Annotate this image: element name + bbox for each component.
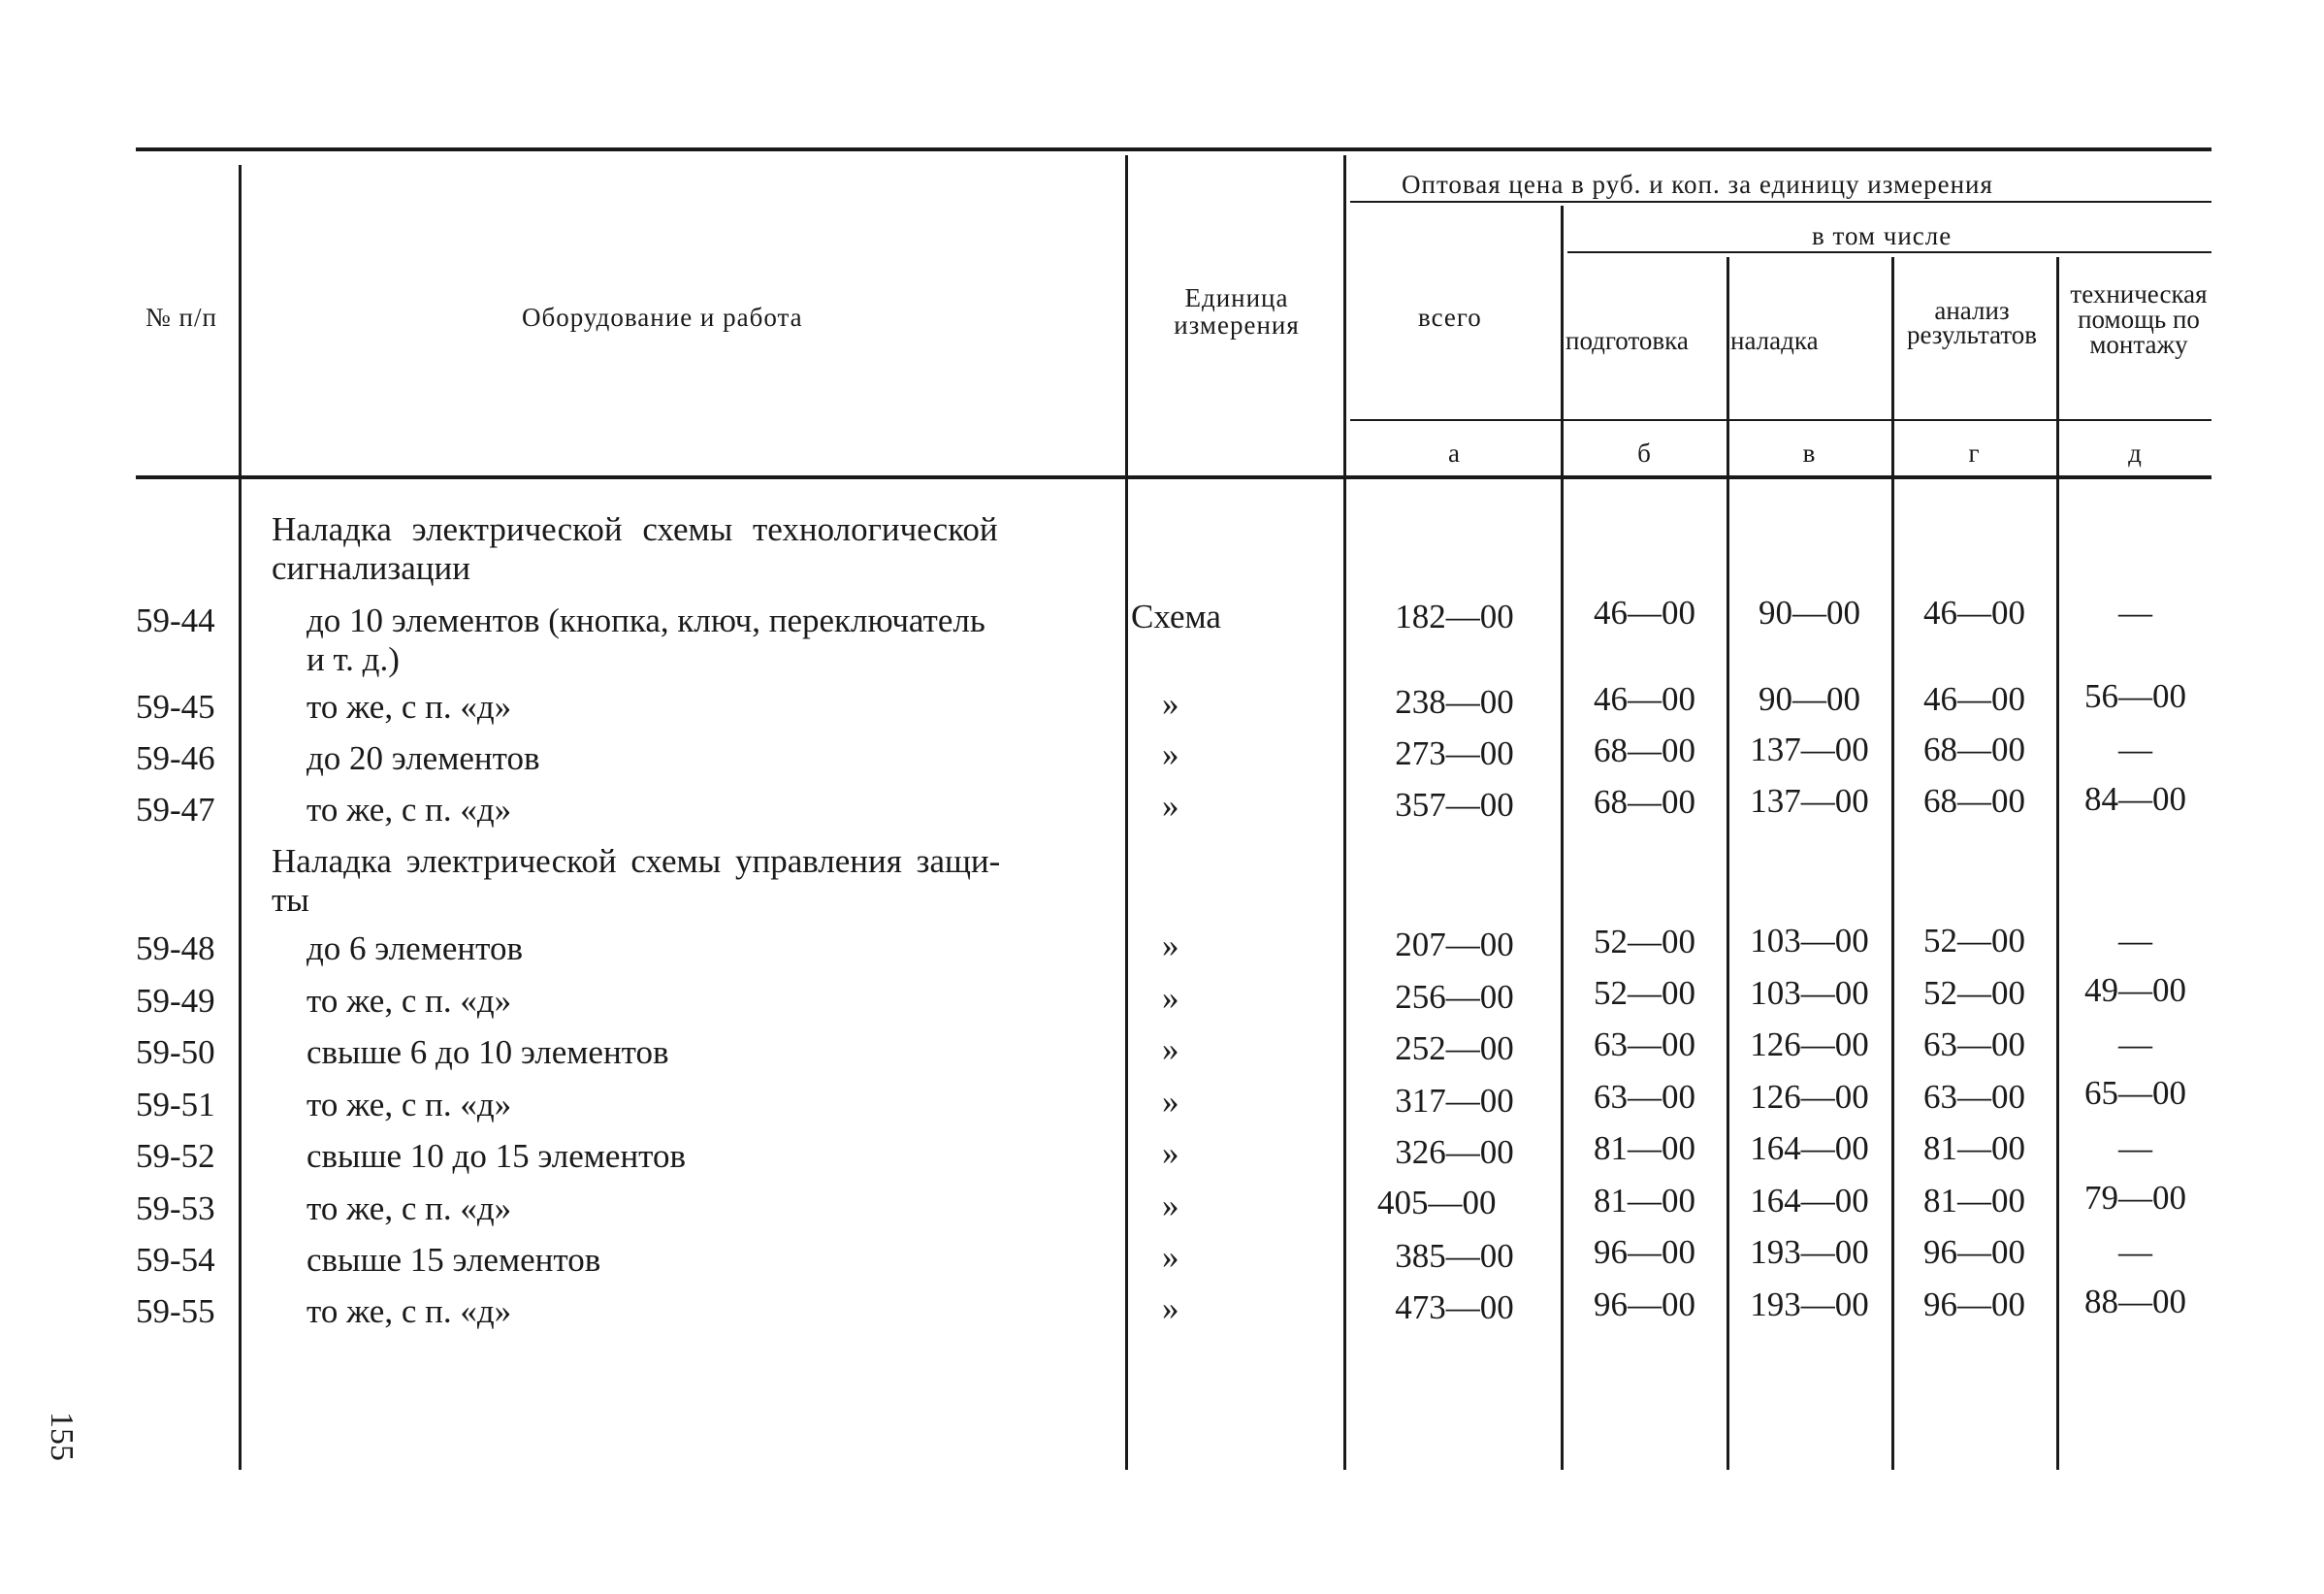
row-unit: » — [1162, 927, 1179, 964]
row-num: 59-53 — [136, 1189, 215, 1227]
row-prep: 96—00 — [1594, 1285, 1695, 1323]
row-tech: 79—00 — [2084, 1179, 2186, 1217]
col-divider-total — [1561, 206, 1564, 1470]
col-divider-num — [239, 165, 242, 1470]
row-analysis: 46—00 — [1923, 594, 2025, 632]
row-setup: 164—00 — [1750, 1182, 1869, 1220]
row-total: 256—00 — [1395, 978, 1514, 1016]
row-analysis: 68—00 — [1923, 782, 2025, 820]
row-total: 357—00 — [1395, 786, 1514, 824]
row-tech: — — [2118, 922, 2152, 960]
row-total: 385—00 — [1395, 1237, 1514, 1275]
row-total: 182—00 — [1395, 598, 1514, 635]
row-unit: » — [1162, 979, 1179, 1017]
row-analysis: 63—00 — [1923, 1025, 2025, 1063]
row-analysis: 96—00 — [1923, 1285, 2025, 1323]
col-divider-equipment — [1125, 155, 1128, 1470]
row-name: свыше 10 до 15 элементов — [307, 1137, 687, 1175]
row-unit: » — [1162, 685, 1179, 723]
header-num: № п/п — [145, 303, 217, 332]
page-number: 155 — [44, 1412, 80, 1461]
row-tech: 65—00 — [2084, 1074, 2186, 1112]
row-num: 59-48 — [136, 929, 215, 967]
row-analysis: 96—00 — [1923, 1233, 2025, 1271]
header-bottom-rule — [136, 475, 2211, 479]
row-num: 59-55 — [136, 1292, 215, 1330]
row-total: 252—00 — [1395, 1029, 1514, 1067]
row-total: 317—00 — [1395, 1082, 1514, 1120]
row-num: 59-44 — [136, 602, 215, 639]
row-total: 207—00 — [1395, 926, 1514, 963]
section-title: Наладка электрической схемы управления защи- — [272, 842, 1001, 880]
row-num: 59-46 — [136, 739, 215, 777]
row-tech: — — [2118, 1233, 2152, 1271]
row-total: 326—00 — [1395, 1133, 1514, 1171]
table-top-rule — [136, 147, 2211, 151]
row-total: 473—00 — [1395, 1288, 1514, 1326]
row-prep: 46—00 — [1594, 680, 1695, 718]
row-name: то же, с п. «д» — [307, 982, 512, 1020]
row-name: до 10 элементов (кнопка, ключ, переключатель — [307, 602, 985, 639]
row-setup: 103—00 — [1750, 974, 1869, 1012]
row-prep: 81—00 — [1594, 1129, 1695, 1167]
row-unit: » — [1162, 1083, 1179, 1121]
row-prep: 52—00 — [1594, 974, 1695, 1012]
row-setup: 90—00 — [1759, 680, 1860, 718]
row-unit: » — [1162, 735, 1179, 773]
row-unit: » — [1162, 1238, 1179, 1276]
col-divider-unit — [1343, 155, 1346, 1470]
letter-v: в — [1802, 439, 1817, 468]
row-prep: 81—00 — [1594, 1182, 1695, 1220]
row-tech: 88—00 — [2084, 1283, 2186, 1320]
row-name: до 20 элементов — [307, 739, 540, 777]
row-setup: 137—00 — [1750, 782, 1869, 820]
row-analysis: 52—00 — [1923, 974, 2025, 1012]
row-name: то же, с п. «д» — [307, 791, 512, 829]
header-prep: подготовка — [1565, 326, 1689, 355]
row-setup: 126—00 — [1750, 1025, 1869, 1063]
row-tech: 84—00 — [2084, 780, 2186, 818]
letter-row-rule — [1350, 419, 2211, 421]
row-setup: 90—00 — [1759, 594, 1860, 632]
row-unit: » — [1162, 1289, 1179, 1327]
row-setup: 164—00 — [1750, 1129, 1869, 1167]
row-analysis: 68—00 — [1923, 731, 2025, 768]
row-num: 59-51 — [136, 1086, 215, 1123]
row-name: то же, с п. «д» — [307, 1086, 512, 1123]
row-setup: 126—00 — [1750, 1078, 1869, 1116]
row-prep: 68—00 — [1594, 732, 1695, 769]
incl-group-rule — [1567, 251, 2211, 253]
row-prep: 68—00 — [1594, 783, 1695, 821]
row-prep: 63—00 — [1594, 1025, 1695, 1063]
row-num: 59-54 — [136, 1241, 215, 1279]
row-total: 405—00 — [1377, 1184, 1497, 1221]
section-title: Наладка электрической схемы технологической — [272, 510, 998, 548]
row-analysis: 52—00 — [1923, 922, 2025, 960]
row-unit: » — [1162, 787, 1179, 825]
row-unit: » — [1162, 1187, 1179, 1224]
row-unit: » — [1162, 1134, 1179, 1172]
row-name: до 6 элементов — [307, 929, 523, 967]
header-unit: Единица измерения — [1174, 283, 1300, 340]
row-setup: 193—00 — [1750, 1233, 1869, 1271]
row-num: 59-50 — [136, 1033, 215, 1071]
row-prep: 96—00 — [1594, 1233, 1695, 1271]
row-tech: — — [2118, 1025, 2152, 1063]
row-tech: 56—00 — [2084, 677, 2186, 715]
letter-g: г — [1968, 439, 1981, 468]
row-name: то же, с п. «д» — [307, 1189, 512, 1227]
row-setup: 193—00 — [1750, 1285, 1869, 1323]
header-price-group: Оптовая цена в руб. и коп. за единицу измерения — [1402, 170, 1993, 199]
header-setup: наладка — [1730, 326, 1819, 355]
header-equipment: Оборудование и работа — [522, 303, 803, 332]
letter-b: б — [1637, 439, 1652, 468]
row-name: свыше 6 до 10 элементов — [307, 1033, 669, 1071]
letter-d: д — [2128, 439, 2143, 468]
row-prep: 52—00 — [1594, 923, 1695, 960]
row-total: 273—00 — [1395, 734, 1514, 772]
row-unit: Схема — [1131, 598, 1221, 635]
letter-a: а — [1448, 439, 1461, 468]
row-num: 59-47 — [136, 791, 215, 829]
row-tech: — — [2118, 594, 2152, 632]
row-num: 59-49 — [136, 982, 215, 1020]
row-setup: 103—00 — [1750, 922, 1869, 960]
section-title: сигнализации — [272, 549, 470, 587]
row-name: то же, с п. «д» — [307, 1292, 512, 1330]
row-name: свыше 15 элементов — [307, 1241, 601, 1279]
row-prep: 46—00 — [1594, 594, 1695, 632]
row-name: то же, с п. «д» — [307, 688, 512, 726]
row-setup: 137—00 — [1750, 731, 1869, 768]
row-total: 238—00 — [1395, 683, 1514, 721]
price-group-rule — [1350, 201, 2211, 203]
row-tech: — — [2118, 731, 2152, 768]
row-unit: » — [1162, 1030, 1179, 1068]
row-num: 59-45 — [136, 688, 215, 726]
header-analysis: анализ результатов — [1906, 296, 2038, 349]
row-prep: 63—00 — [1594, 1078, 1695, 1116]
row-tech: — — [2118, 1129, 2152, 1167]
header-total: всего — [1418, 303, 1482, 332]
row-num: 59-52 — [136, 1137, 215, 1175]
header-incl-group: в том числе — [1812, 221, 1953, 250]
section-title: ты — [272, 881, 309, 919]
row-analysis: 63—00 — [1923, 1078, 2025, 1116]
row-analysis: 46—00 — [1923, 680, 2025, 718]
header-tech: техническая помощь по монтажу — [2070, 279, 2208, 359]
row-name-cont: и т. д.) — [307, 640, 400, 678]
row-analysis: 81—00 — [1923, 1182, 2025, 1220]
row-analysis: 81—00 — [1923, 1129, 2025, 1167]
row-tech: 49—00 — [2084, 971, 2186, 1009]
